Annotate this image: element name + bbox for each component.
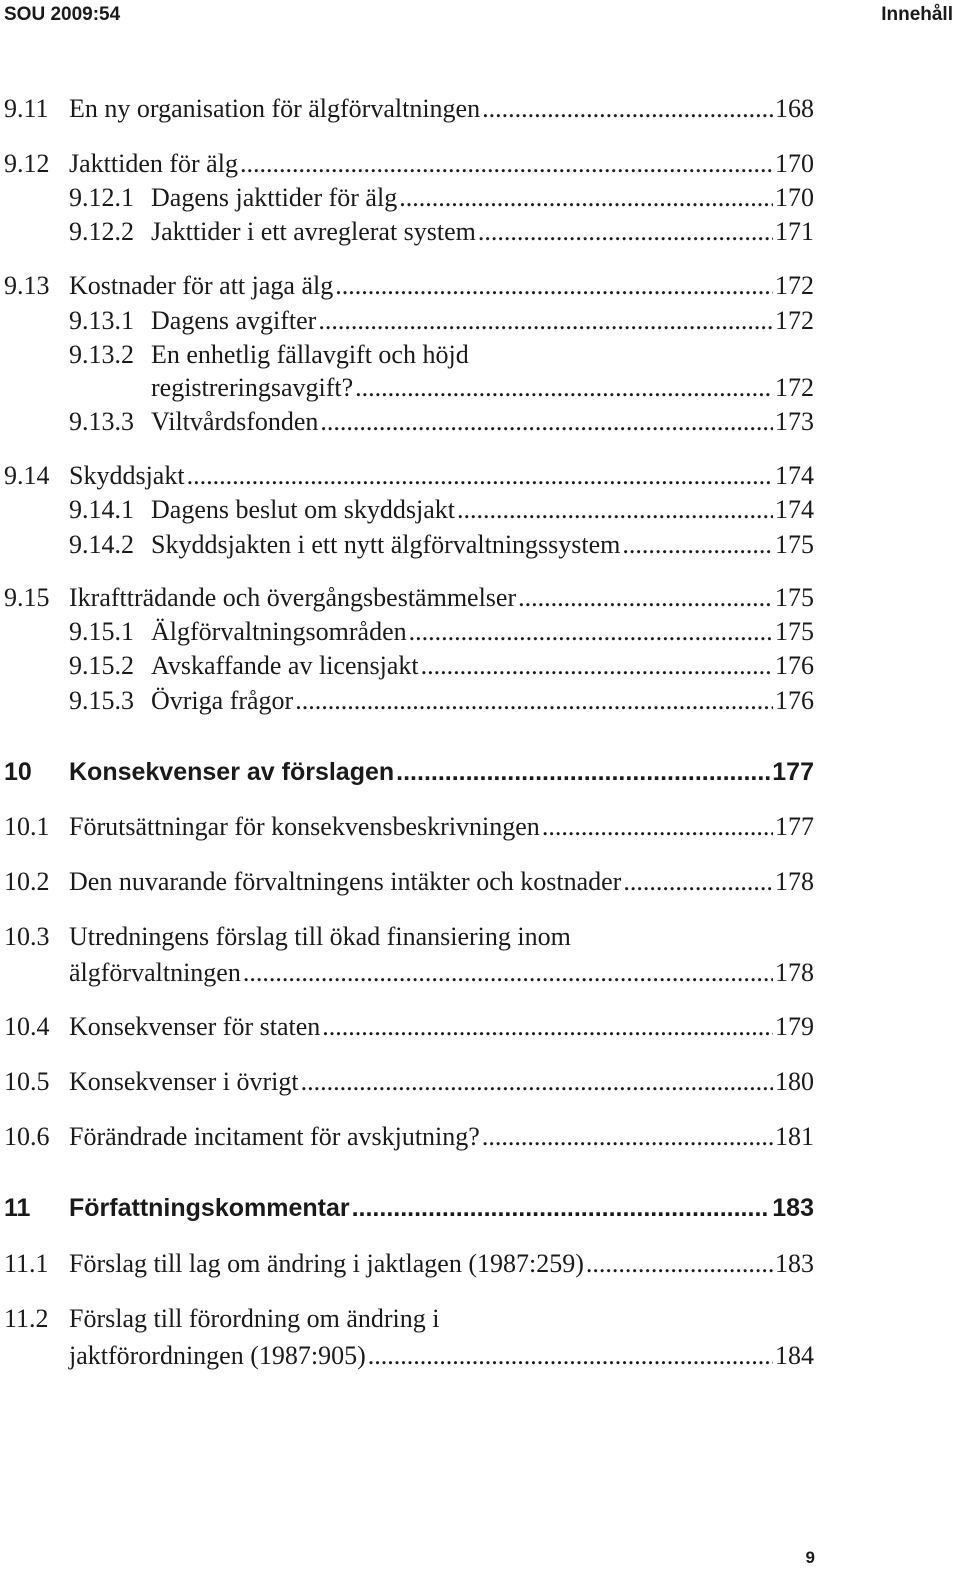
toc-number: 11.1: [4, 1249, 49, 1278]
toc-title: Förslag till förordning om ändring i: [69, 1304, 440, 1333]
toc-title: Skyddsjakten i ett nytt älgförvaltningssystem: [151, 530, 621, 559]
toc-number: 11: [4, 1194, 31, 1222]
dot-leader: [478, 214, 773, 250]
toc-entry[interactable]: [69, 404, 814, 440]
toc-number: 9.15.1: [69, 617, 134, 646]
toc-number: 10.4: [4, 1012, 50, 1041]
toc-title: Ikraftträdande och övergångsbestämmelser: [69, 583, 517, 612]
dot-leader: [518, 580, 773, 616]
dot-leader: [396, 754, 770, 790]
toc-page: 180: [775, 1067, 814, 1096]
toc-entry[interactable]: [4, 91, 814, 127]
toc-title: Konsekvenser av förslagen: [69, 758, 395, 786]
toc-number: 10.3: [4, 922, 50, 951]
toc-title: Konsekvenser för staten: [69, 1012, 321, 1041]
toc-page: 174: [775, 495, 814, 524]
toc-entry[interactable]: [69, 492, 814, 528]
toc-number: 9.15.2: [69, 651, 134, 680]
toc-title: Avskaffande av licensjakt: [151, 651, 419, 680]
toc-page: 183: [775, 1249, 814, 1278]
toc-number: 9.12.2: [69, 217, 134, 246]
toc-entry[interactable]: [4, 458, 814, 494]
toc-number: 9.13.1: [69, 306, 134, 335]
toc-entry[interactable]: [4, 864, 814, 900]
toc-title: Dagens jakttider för älg: [151, 183, 398, 212]
page-number: 9: [805, 1548, 815, 1567]
toc-page: 175: [775, 617, 814, 646]
toc-page: 173: [775, 407, 814, 436]
dot-leader: [318, 303, 773, 339]
toc-number: 9.14: [4, 461, 50, 490]
toc-title: Jakttiden för älg: [69, 149, 238, 178]
toc-entry[interactable]: [69, 614, 814, 650]
dot-leader: [482, 1119, 773, 1155]
toc-number: 9.15: [4, 583, 50, 612]
dot-leader: [301, 1064, 773, 1100]
dot-leader: [295, 683, 773, 719]
toc-title: Jakttider i ett avreglerat system: [151, 217, 476, 246]
dot-leader: [368, 1338, 773, 1374]
toc-title: Förutsättningar för konsekvensbeskrivningen: [69, 812, 540, 841]
toc-number: 10: [4, 758, 32, 786]
dot-leader: [622, 527, 773, 563]
toc-title: Förändrade incitament för avskjutning?: [69, 1122, 480, 1151]
toc-title: Konsekvenser i övrigt: [69, 1067, 299, 1096]
dot-leader: [421, 648, 773, 684]
dot-leader: [482, 91, 773, 127]
toc-chapter-entry[interactable]: [4, 754, 814, 790]
toc-number: 9.14.1: [69, 495, 134, 524]
toc-page: 175: [775, 583, 814, 612]
toc-page: 172: [775, 271, 814, 300]
toc-entry[interactable]: [69, 683, 814, 719]
toc-title: Den nuvarande förvaltningens intäkter och kostnader: [69, 867, 622, 896]
toc-title: Dagens avgifter: [151, 306, 317, 335]
toc-number: 9.14.2: [69, 530, 134, 559]
toc-page: 183: [772, 1194, 814, 1222]
toc-title: Författningskommentar: [69, 1194, 350, 1222]
dot-leader: [240, 146, 773, 182]
toc-number: 9.12: [4, 149, 50, 178]
toc-title: Övriga frågor: [151, 686, 294, 715]
toc-entry[interactable]: [4, 1119, 814, 1155]
toc-number: 9.13.3: [69, 407, 134, 436]
toc-title: älgförvaltningen: [69, 958, 241, 987]
dot-leader: [623, 864, 773, 900]
toc-title: Kostnader för att jaga älg: [69, 271, 334, 300]
toc-title: Utredningens förslag till ökad finansiering inom: [69, 922, 571, 951]
toc-entry-continuation[interactable]: [151, 370, 814, 406]
toc-page: 175: [775, 530, 814, 559]
toc-entry[interactable]: [4, 1009, 814, 1045]
toc-entry[interactable]: [4, 919, 814, 955]
toc-entry[interactable]: [4, 1064, 814, 1100]
toc-entry[interactable]: [69, 214, 814, 250]
dot-leader: [586, 1246, 773, 1282]
toc-page: 174: [775, 461, 814, 490]
toc-entry[interactable]: [4, 580, 814, 616]
toc-page: 170: [775, 183, 814, 212]
toc-number: 10.6: [4, 1122, 50, 1151]
dot-leader: [352, 1190, 771, 1226]
document-id: SOU 2009:54: [4, 4, 121, 25]
toc-number: 10.5: [4, 1067, 50, 1096]
dot-leader: [322, 1009, 773, 1045]
toc-title: Älgförvaltningsområden: [151, 617, 407, 646]
toc-entry[interactable]: [4, 146, 814, 182]
toc-page: 181: [775, 1122, 814, 1151]
toc-number: 10.1: [4, 812, 50, 841]
toc-entry[interactable]: [4, 1301, 814, 1337]
toc-entry[interactable]: [69, 648, 814, 684]
toc-number: 10.2: [4, 867, 50, 896]
toc-page: 184: [775, 1341, 814, 1370]
toc-page: 171: [775, 217, 814, 246]
toc-title: En enhetlig fällavgift och höjd: [151, 340, 469, 369]
toc-page: 177: [775, 812, 814, 841]
toc-entry[interactable]: [69, 180, 814, 216]
toc-page: 178: [775, 867, 814, 896]
toc-entry[interactable]: [69, 303, 814, 339]
dot-leader: [355, 370, 773, 406]
section-name: Innehåll: [881, 4, 953, 25]
toc-page: 172: [775, 373, 814, 402]
toc-page: 177: [772, 758, 814, 786]
dot-leader: [542, 809, 773, 845]
toc-number: 9.13.2: [69, 340, 134, 369]
toc-entry[interactable]: [4, 809, 814, 845]
dot-leader: [457, 492, 773, 528]
toc-title: En ny organisation för älgförvaltningen: [69, 94, 481, 123]
toc-title: Viltvårdsfonden: [151, 407, 319, 436]
toc-page: 168: [775, 94, 814, 123]
dot-leader: [399, 180, 773, 216]
toc-page: 172: [775, 306, 814, 335]
toc-number: 9.11: [4, 94, 49, 123]
toc-entry[interactable]: [69, 337, 814, 373]
toc-number: 9.15.3: [69, 686, 134, 715]
toc-page: 178: [775, 958, 814, 987]
toc-title: Skyddsjakt: [69, 461, 185, 490]
toc-number: 11.2: [4, 1304, 49, 1333]
toc-page: 179: [775, 1012, 814, 1041]
toc-entry-continuation[interactable]: [69, 955, 814, 991]
toc-entry-continuation[interactable]: [69, 1338, 814, 1374]
toc-number: 9.12.1: [69, 183, 134, 212]
dot-leader: [187, 458, 773, 494]
toc-entry[interactable]: [4, 268, 814, 304]
toc-title: Dagens beslut om skyddsjakt: [151, 495, 456, 524]
dot-leader: [335, 268, 773, 304]
dot-leader: [320, 404, 773, 440]
dot-leader: [409, 614, 773, 650]
toc-page: 170: [775, 149, 814, 178]
toc-page: 176: [775, 651, 814, 680]
dot-leader: [243, 955, 773, 991]
toc-chapter-entry[interactable]: [4, 1190, 814, 1226]
toc-number: 9.13: [4, 271, 50, 300]
toc-title: Förslag till lag om ändring i jaktlagen (1987:259): [69, 1249, 584, 1278]
toc-entry[interactable]: [69, 527, 814, 563]
toc-title: jaktförordningen (1987:905): [69, 1341, 366, 1370]
toc-title: registreringsavgift?: [151, 373, 354, 402]
toc-page: 176: [775, 686, 814, 715]
toc-entry[interactable]: [4, 1246, 814, 1282]
